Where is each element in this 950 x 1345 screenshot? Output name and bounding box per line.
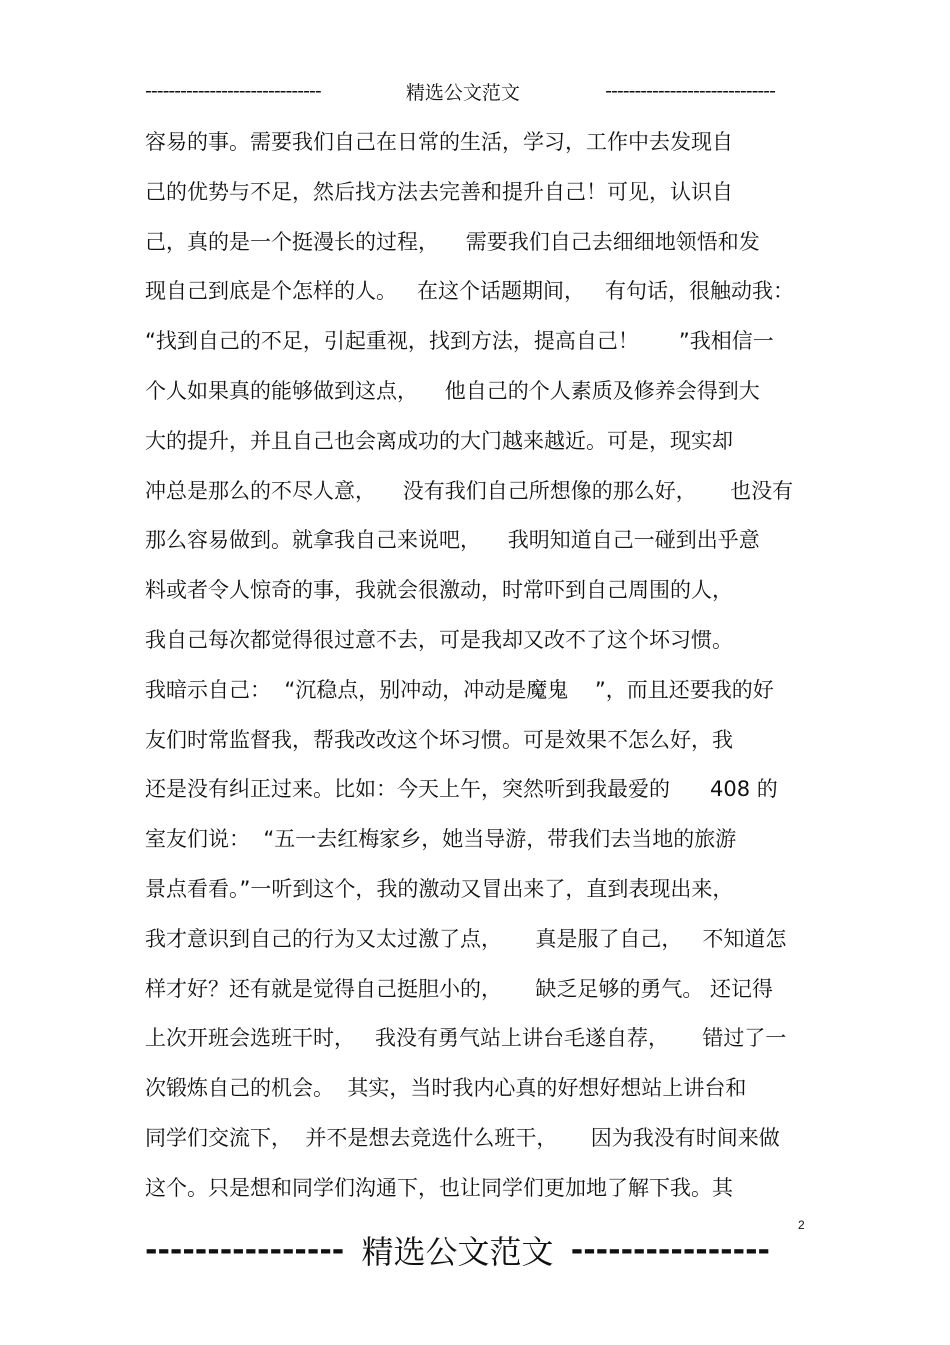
text-line: 我自己每次都觉得很过意不去，可是我却又改不了这个坏习惯。 (145, 627, 733, 652)
text-line: 还是没有纠正过来。比如：今天上午，突然听到我最爱的 408 的 (145, 777, 778, 802)
header-dash-left: ------------------------------ (145, 80, 321, 102)
page-footer (145, 1226, 770, 1274)
text-line: 室友们说： “五一去红梅家乡，她当导游，带我们去当地的旅游 (145, 827, 737, 852)
text-line: 现自己到底是个怎样的人。 在这个话题期间， 有句话，很触动我： (145, 279, 795, 304)
text-line: 己的优势与不足，然后找方法去完善和提升自己！可见，认识自 (145, 179, 733, 204)
text-line: 己，真的是一个挺漫长的过程， 需要我们自己去细细地领悟和发 (145, 229, 760, 254)
text-line: 冲总是那么的不尽人意， 没有我们自己所想像的那么好， 也没有 (145, 478, 794, 503)
header-dash-right: ----------------------------- (605, 80, 775, 102)
footer-title: 精选公文范文 (361, 1233, 554, 1271)
page-header (145, 76, 775, 106)
text-line: 我暗示自己： “沉稳点，别冲动，冲动是魔鬼 ”，而且还要我的好 (145, 677, 774, 702)
text-line: 友们时常监督我，帮我改改这个坏习惯。可是效果不怎么好，我 (145, 727, 733, 752)
text-line: 料或者令人惊奇的事，我就会很激动，时常吓到自己周围的人， (145, 578, 733, 603)
text-line: 我才意识到自己的行为又太过激了点， 真是服了自己， 不知道怎 (145, 926, 787, 951)
page-number: 2 (798, 1218, 805, 1232)
text-line: 大的提升，并且自己也会离成功的大门越来越近。可是，现实却 (145, 428, 733, 453)
text-line: 那么容易做到。就拿我自己来说吧， 我明知道自己一碰到出乎意 (145, 528, 760, 553)
footer-dash-left: ---------------- (145, 1232, 345, 1268)
text-line: 个人如果真的能够做到这点， 他自己的个人素质及修养会得到大 (145, 378, 760, 403)
text-line: 容易的事。需要我们自己在日常的生活，学习，工作中去发现自 (145, 130, 733, 154)
text-line: 次锻炼自己的机会。 其实，当时我内心真的好想好想站上讲台和 (145, 1076, 747, 1101)
text-line: 景点看看。”一听到这个，我的激动又冒出来了，直到表现出来， (145, 876, 734, 901)
footer-dash-right: ---------------- (570, 1232, 770, 1268)
body-text (145, 124, 805, 1220)
text-line: “找到自己的不足，引起重视，找到方法，提高自己！ ”我相信一 (145, 329, 774, 354)
text-line: 这个。只是想和同学们沟通下，也让同学们更加地了解下我。其 (145, 1175, 733, 1200)
header-title: 精选公文范文 (405, 81, 520, 104)
text-line: 上次开班会选班干时， 我没有勇气站上讲台毛遂自荐， 错过了一 (145, 1026, 787, 1051)
text-line: 样才好？还有就是觉得自己挺胆小的， 缺乏足够的勇气。 还记得 (145, 976, 774, 1001)
text-line: 同学们交流下， 并不是想去竞选什么班干， 因为我没有时间来做 (145, 1125, 780, 1150)
